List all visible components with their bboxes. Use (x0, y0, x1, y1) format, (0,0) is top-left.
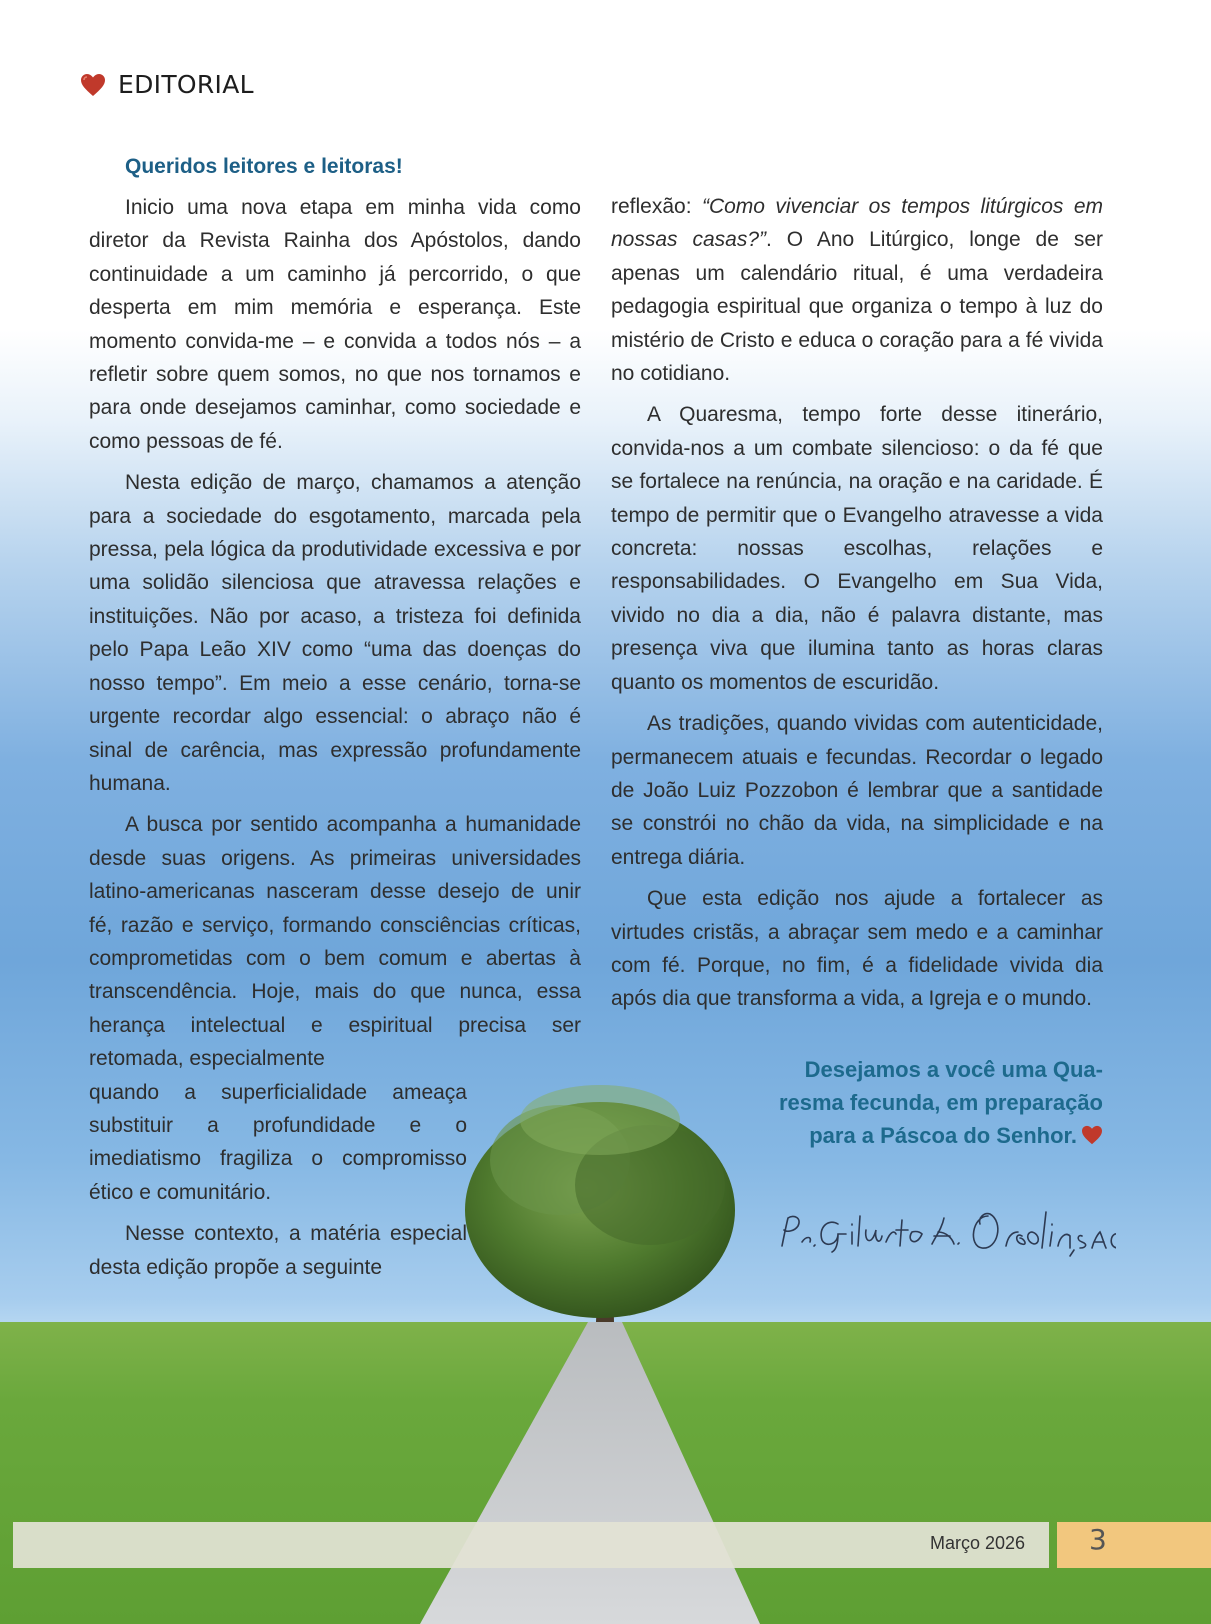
heart-icon (80, 73, 106, 97)
page-number-box (1057, 1522, 1211, 1568)
paragraph: Inicio uma nova etapa em minha vida como diretor da Revista Rainha dos Apóstolos, dando continuidade a um caminho já percorrido, o que desperta em mim memória e esperança. Este momento convida-me – e convida a todos nós – a refletir sobre quem somos, no que nos tornamos e para onde desejamos caminhar, como sociedade e como pessoas de fé. (89, 196, 581, 453)
handwritten-signature (776, 1202, 1116, 1262)
paragraph: As tradições, quando vividas com autenticidade, permanecem atuais e fecundas. Recordar o legado de João Luiz Pozzobon é lembrar que a santidade se constrói no chão da vida, na simplicidade e na entrega diária. (611, 712, 1103, 869)
italic-title: “Como vivenciar os tempos litúrgicos em nossas casas?” (611, 195, 1103, 252)
paragraph: Nesse contexto, a matéria especial desta edição propõe a seguinte (89, 1222, 467, 1279)
heart-icon (1081, 1125, 1103, 1145)
paragraph: Nesta edição de março, chamamos a atenção para a sociedade do esgotamento, marcada pela pressa, pela lógica da produtividade excessiva e por uma solidão silenciosa que atravessa relações e instituições. Não por acaso, a tristeza foi definida pelo Papa Leão XIV como “uma das doenças do nosso tempo”. Em meio a esse cenário, torna-se urgente recordar algo essencial: o abraço não é sinal de carência, mas expressão profundamente humana. (89, 471, 581, 795)
greeting: Queridos leitores e leitoras! (125, 155, 403, 178)
closing-message: Desejamos a você uma Qua- resma fecunda, em preparação para a Páscoa do Senhor. (778, 1057, 1103, 1148)
text-wrap-around-tree (89, 1076, 467, 1284)
text-column-left (89, 150, 581, 1292)
section-title: EDITORIAL (118, 70, 254, 99)
paragraph: A Quaresma, tempo forte desse itinerário, convida-nos a um combate silencioso: o da fé que se fortalece na renúncia, na oração e na caridade. É tempo de permitir que o Evangelho atravesse a vida concreta: nossas escolhas, relações e responsabilidades. O Evangelho em Sua Vida, vivido no dia a dia, não é palavra distante, mas presença viva que ilumina tanto as horas claras quanto os momentos de escuridão. (611, 403, 1103, 694)
page-number: 3 (1089, 1523, 1107, 1556)
issue-date: Março 2026 (930, 1533, 1026, 1553)
paragraph: reflexão: “Como vivenciar os tempos litúrgicos em nossas casas?”. O Ano Litúrgico, longe de ser apenas um calendário ritual, é uma verdadeira pedagogia espiritual que organiza o tempo à luz do mistério de Cristo e educa o coração para a fé vivida no cotidiano. (611, 195, 1104, 386)
footer-bar (13, 1522, 1049, 1568)
paragraph: quando a superficialidade ameaça substituir a profundidade e o imediatismo fragiliza o compromisso ético e comunitário. (89, 1080, 467, 1204)
text-column-right (611, 190, 1103, 1024)
section-header (80, 70, 254, 99)
paragraph: A busca por sentido acompanha a humanidade desde suas origens. As primeiras universidades latino-americanas nasceram desse desejo de unir fé, razão e serviço, formando consciências críticas, comprometidas com o bem comum e abertas à transcendência. Hoje, mais do que nunca, essa herança intelectual e espiritual precisa ser retomada, especialmente (89, 813, 581, 1071)
paragraph: Que esta edição nos ajude a fortalecer as virtudes cristãs, a abraçar sem medo e a caminhar com fé. Porque, no fim, é a fidelidade vivida dia após dia que transforma a vida, a Igreja e o mundo. (611, 887, 1103, 1011)
